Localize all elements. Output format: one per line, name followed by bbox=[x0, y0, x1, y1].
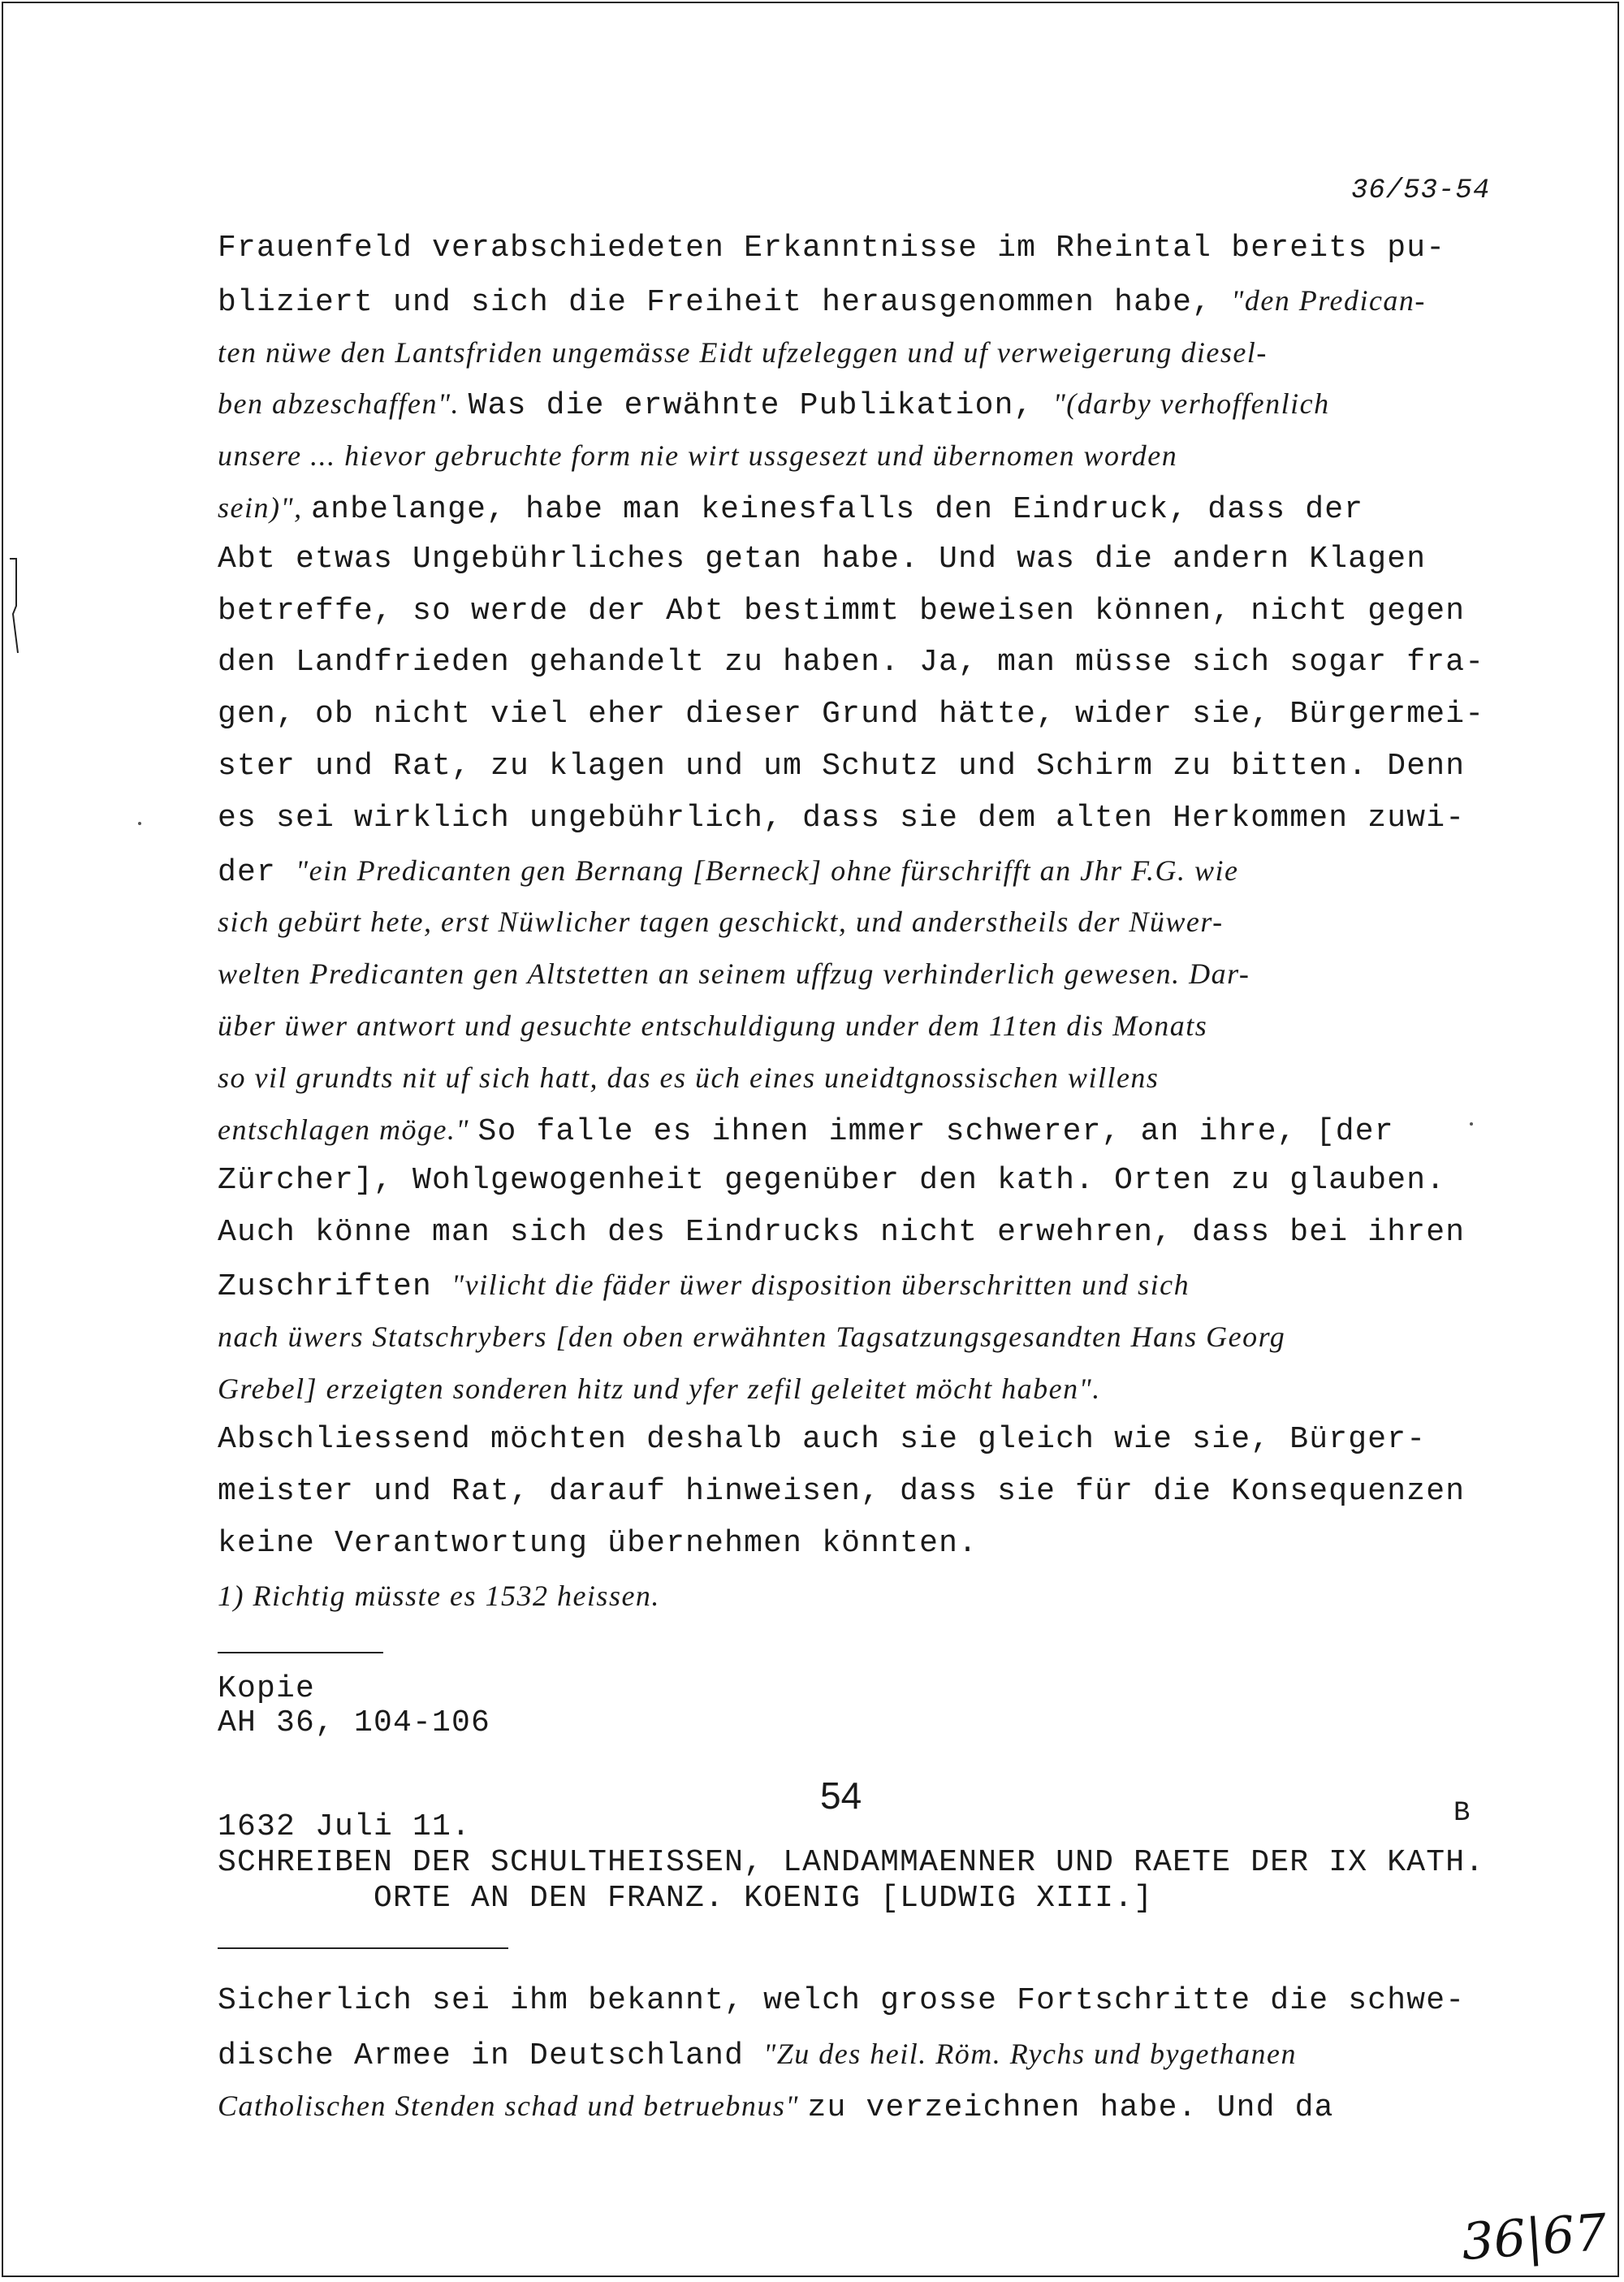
body-line bbox=[218, 1319, 1285, 1357]
line-text: Zuschriften bbox=[218, 1269, 452, 1304]
line-text: Abt etwas Ungebührliches getan habe. Und was die andern Klagen bbox=[218, 541, 1427, 577]
quoted-source-text: "(darby verhoffenlich bbox=[1052, 387, 1330, 421]
body-line bbox=[218, 1163, 1445, 1199]
quoted-source-text: 1) Richtig müsste es 1532 heissen. bbox=[218, 1579, 660, 1612]
line-text: Auch könne man sich des Eindrucks nicht erwehren, dass bei ihren bbox=[218, 1215, 1466, 1251]
quoted-source-text: nach üwers Statschrybers [den oben erwähnten Tagsatzungsgesandten Hans Georg bbox=[218, 1320, 1286, 1353]
line-text: gen, ob nicht viel eher dieser Grund hätte, wider sie, Bürgermei- bbox=[218, 697, 1485, 733]
line-text: keine Verantwortung übernehmen könnten. bbox=[218, 1526, 978, 1561]
document-date: 1632 Juli 11. bbox=[218, 1809, 472, 1844]
body-line bbox=[218, 1267, 1190, 1305]
quoted-source-text: sich gebürt hete, erst Nüwlicher tagen geschickt, und anderstheils der Nüwer- bbox=[218, 905, 1224, 939]
source-reference: AH 36, 104-106 bbox=[218, 1705, 491, 1740]
line-text: zu verzeichnen habe. Und da bbox=[807, 2090, 1334, 2125]
line-text: Was die erwähnte Publikation, bbox=[468, 388, 1053, 424]
line-text: Abschliessend möchten deshalb auch sie gleich wie sie, Bürger- bbox=[218, 1422, 1427, 1458]
line-text: Zürcher], Wohlgewogenheit gegenüber den kath. Orten zu glauben. bbox=[218, 1163, 1446, 1199]
quoted-source-text: "den Predican- bbox=[1231, 283, 1426, 317]
footnote-separator bbox=[218, 1652, 383, 1653]
body-line bbox=[218, 1371, 1101, 1409]
handwritten-folio-number: 36|67 bbox=[1459, 2202, 1609, 2272]
title-separator bbox=[218, 1947, 508, 1949]
line-text: es sei wirklich ungebührlich, dass sie dem alten Herkommen zuwi- bbox=[218, 800, 1466, 836]
archive-reference: 36/53-54 bbox=[1351, 175, 1491, 206]
body-line bbox=[218, 904, 1224, 942]
line-text: Sicherlich sei ihm bekannt, welch grosse Fortschritte die schwe- bbox=[218, 1983, 1466, 2018]
body-line bbox=[218, 542, 1426, 577]
quoted-source-text: so vil grundts nit uf sich hatt, das es üch eines uneidtgnossischen willens bbox=[218, 1061, 1160, 1094]
body-line bbox=[218, 801, 1465, 836]
body-line bbox=[218, 697, 1484, 733]
body-line bbox=[218, 1008, 1207, 1046]
body-line bbox=[218, 283, 1426, 321]
source-type: Kopie bbox=[218, 1671, 316, 1706]
line-text: den Landfrieden gehandelt zu haben. Ja, man müsse sich sogar fra- bbox=[218, 645, 1485, 681]
scan-speck bbox=[1470, 1122, 1473, 1126]
body-line bbox=[218, 386, 1330, 424]
letter-line bbox=[218, 2088, 1334, 2126]
line-text: So falle es ihnen immer schwerer, an ihre, [der bbox=[477, 1113, 1394, 1149]
margin-bracket-mark bbox=[6, 557, 23, 655]
document-number: 54 bbox=[820, 1774, 862, 1817]
line-text: betreffe, so werde der Abt bestimmt beweisen können, nicht gegen bbox=[218, 593, 1466, 629]
body-line bbox=[218, 1060, 1159, 1098]
body-line bbox=[218, 645, 1484, 681]
document-title-line-1: SCHREIBEN DER SCHULTHEISSEN, LANDAMMAENNER UND RAETE DER IX KATH. bbox=[218, 1845, 1485, 1880]
body-line bbox=[218, 231, 1445, 266]
body-line bbox=[218, 335, 1268, 373]
body-line bbox=[218, 853, 1238, 891]
quoted-source-text: Catholischen Stenden schad und betruebnus" bbox=[218, 2090, 808, 2122]
body-line bbox=[218, 1422, 1426, 1458]
body-line bbox=[218, 594, 1465, 629]
quoted-source-text: ben abzeschaffen". bbox=[218, 387, 469, 421]
document-title-line-2: ORTE AN DEN FRANZ. KOENIG [LUDWIG XIII.] bbox=[374, 1881, 1154, 1916]
body-line bbox=[218, 1474, 1465, 1510]
body-line bbox=[218, 1215, 1465, 1251]
letter-line bbox=[218, 2036, 1297, 2074]
line-text: der bbox=[218, 854, 296, 890]
line-text: bliziert und sich die Freiheit herausgenommen habe, bbox=[218, 284, 1232, 320]
quoted-source-text: Grebel] erzeigten sonderen hitz und yfer zefil geleitet möcht haben". bbox=[218, 1372, 1101, 1405]
line-text: dische Armee in Deutschland bbox=[218, 2038, 764, 2073]
quoted-source-text: sein)", bbox=[218, 491, 312, 524]
letter-line bbox=[218, 1983, 1465, 2019]
line-text: anbelange, habe man keinesfalls den Eindruck, dass der bbox=[311, 492, 1364, 527]
body-line bbox=[218, 1112, 1394, 1150]
line-text: ster und Rat, zu klagen und um Schutz und Schirm zu bitten. Denn bbox=[218, 749, 1466, 784]
document-mark: B bbox=[1453, 1798, 1471, 1829]
body-line bbox=[218, 749, 1465, 784]
body-line bbox=[218, 1578, 660, 1616]
line-text: Frauenfeld verabschiedeten Erkanntnisse im Rheintal bereits pu- bbox=[218, 231, 1446, 266]
quoted-source-text: "vilicht die fäder üwer disposition überschritten und sich bbox=[451, 1268, 1190, 1301]
body-line bbox=[218, 438, 1177, 476]
body-line bbox=[218, 956, 1250, 994]
quoted-source-text: welten Predicanten gen Altstetten an seinem uffzug verhinderlich gewesen. Dar- bbox=[218, 957, 1250, 991]
body-line bbox=[218, 490, 1363, 528]
body-line bbox=[218, 1526, 978, 1562]
quoted-source-text: über üwer antwort und gesuchte entschuldigung under dem 11ten dis Monats bbox=[218, 1009, 1208, 1042]
scan-speck bbox=[138, 822, 141, 825]
quoted-source-text: unsere ... hievor gebruchte form nie wirt ussgesezt und übernomen worden bbox=[218, 439, 1178, 473]
quoted-source-text: "ein Predicanten gen Bernang [Berneck] ohne fürschrifft an Jhr F.G. wie bbox=[296, 854, 1239, 887]
line-text: meister und Rat, darauf hinweisen, dass sie für die Konsequenzen bbox=[218, 1474, 1466, 1510]
quoted-source-text: entschlagen möge." bbox=[218, 1113, 478, 1146]
quoted-source-text: "Zu des heil. Röm. Rychs und bygethanen bbox=[763, 2037, 1297, 2070]
quoted-source-text: ten nüwe den Lantsfriden ungemässe Eidt ufzeleggen und uf verweigerung diesel- bbox=[218, 335, 1268, 369]
